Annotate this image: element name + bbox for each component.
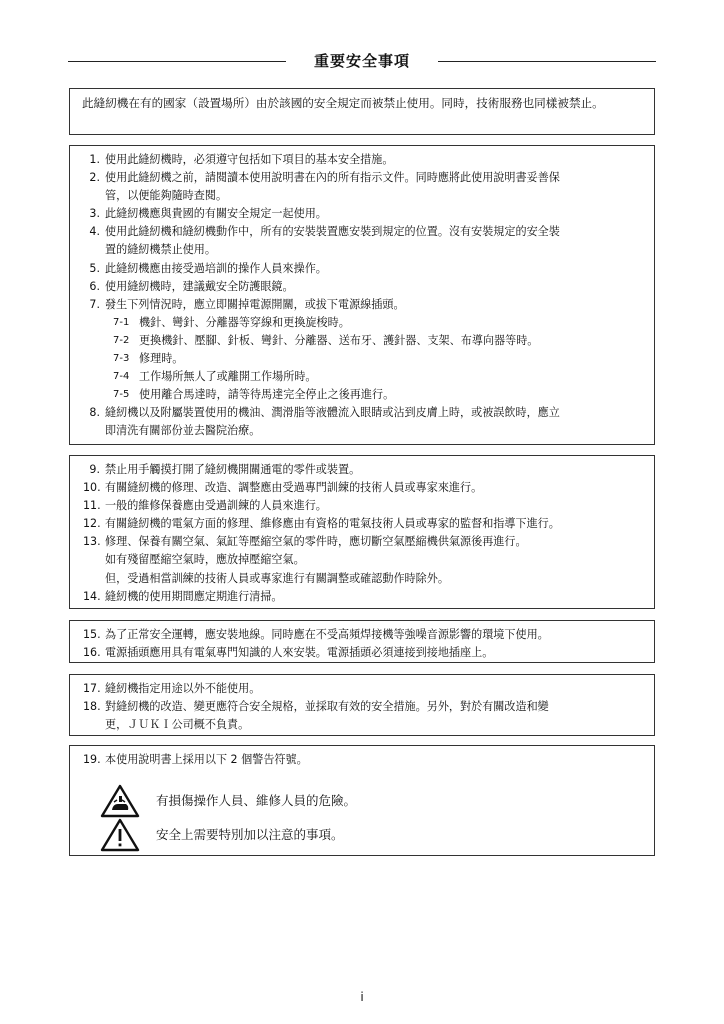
sub-list-item: 7-1 機針、彎針、分離器等穿線和更換旋梭時。	[113, 315, 350, 329]
list-item: 12. 有關縫紉機的電氣方面的修理、維修應由有資格的電氣技術人員或專家的監督和指導下進行。	[83, 517, 560, 531]
page-number: i	[360, 990, 364, 1004]
title-row	[68, 50, 656, 72]
safety-box-4	[69, 674, 655, 736]
list-item: 5. 此縫紉機應由接受過培訓的操作人員來操作。	[89, 261, 327, 275]
list-item: 4. 使用此縫紉機和縫紉機動作中，所有的安裝裝置應安裝到規定的位置。沒有安裝規定的安全裝	[89, 225, 560, 239]
page-title: 重要安全事項	[313, 52, 410, 70]
list-item: 8. 縫紉機以及附屬裝置使用的機油、潤滑脂等液體流入眼睛或沾到皮膚上時，或被誤飲時，應立	[89, 406, 560, 420]
list-item: 1. 使用此縫紉機時，必須遵守包括如下項目的基本安全措施。	[89, 153, 394, 166]
safety-box-1	[69, 145, 655, 445]
list-item-continuation: 管，以便能夠隨時查閱。	[105, 189, 228, 203]
list-item-continuation: 但，受過相當訓練的技術人員或專家進行有關調整或確認動作時除外。	[105, 571, 449, 585]
notice-text: 此縫紉機在有的國家（設置場所）由於該國的安全規定而被禁止使用。同時，技術服務也同樣被禁止。	[82, 96, 604, 110]
warning-text-exclamation: 安全上需要特別加以注意的事項。	[156, 826, 344, 842]
warning-text-hand: 有損傷操作人員、維修人員的危險。	[156, 792, 357, 808]
title-rule-left	[68, 61, 286, 62]
list-item: 2. 使用此縫紉機之前，請閱讀本使用說明書在內的所有指示文件。同時應將此使用說明書妥善保	[89, 171, 560, 185]
list-item: 9. 禁止用手觸摸打開了縫紉機開關通電的零件或裝置。	[89, 463, 361, 476]
exclamation-warning-icon	[100, 818, 140, 852]
safety-box-5	[69, 745, 655, 856]
list-item-continuation: 如有殘留壓縮空氣時，應放掉壓縮空氣。	[105, 553, 305, 567]
list-item: 18. 對縫紉機的改造、變更應符合安全規格，並採取有效的安全措施。另外，對於有關改造和變	[83, 700, 549, 714]
list-item: 10. 有關縫紉機的修理、改造、調整應由受過專門訓練的技術人員或專家來進行。	[83, 481, 483, 495]
warning-row-hand	[100, 784, 356, 818]
list-item: 6. 使用縫紉機時，建議戴安全防護眼鏡。	[89, 279, 294, 293]
list-item: 14. 縫紉機的使用期間應定期進行清掃。	[83, 589, 283, 603]
sub-list-item: 7-2 更換機針、壓腳、針板、彎針、分離器、送布牙、護針器、支架、布導向器等時。	[113, 333, 539, 347]
safety-box-2	[69, 455, 655, 609]
notice-box	[69, 88, 655, 135]
list-item-continuation: 置的縫紉機禁止使用。	[105, 243, 216, 257]
list-item: 15. 為了正常安全運轉，應安裝地線。同時應在不受高頻焊接機等強噪音源影響的環境下使用。	[83, 628, 549, 641]
hand-hazard-warning-icon	[100, 784, 140, 818]
list-item-continuation: 更，ＪＵＫＩ公司概不負責。	[105, 718, 250, 732]
list-item: 16. 電源插頭應用具有電氣專門知識的人來安裝。電源插頭必須連接到接地插座上。	[83, 646, 494, 660]
list-item-continuation: 即清洗有關部份並去醫院治療。	[105, 424, 261, 438]
sub-list-item: 7-4 工作場所無人了或離開工作場所時。	[113, 370, 317, 384]
list-item: 17. 縫紉機指定用途以外不能使用。	[83, 682, 261, 695]
list-item: 11. 一般的維修保養應由受過訓練的人員來進行。	[83, 499, 327, 513]
list-item: 7. 發生下列情況時，應立即關掉電源開關，或拔下電源線插頭。	[89, 297, 405, 311]
title-rule-right	[438, 61, 656, 62]
list-item: 19. 本使用說明書上採用以下 2 個警告符號。	[83, 753, 308, 766]
warning-row-exclamation	[100, 818, 344, 852]
safety-box-3	[69, 620, 655, 663]
list-item: 3. 此縫紉機應與貴國的有關安全規定一起使用。	[89, 207, 327, 221]
list-item: 13. 修理、保養有關空氣、氣缸等壓縮空氣的零件時，應切斷空氣壓縮機供氣源後再進行。	[83, 535, 527, 549]
sub-list-item: 7-5 使用離合馬達時，請等待馬達完全停止之後再進行。	[113, 388, 395, 402]
sub-list-item: 7-3 修理時。	[113, 352, 184, 366]
